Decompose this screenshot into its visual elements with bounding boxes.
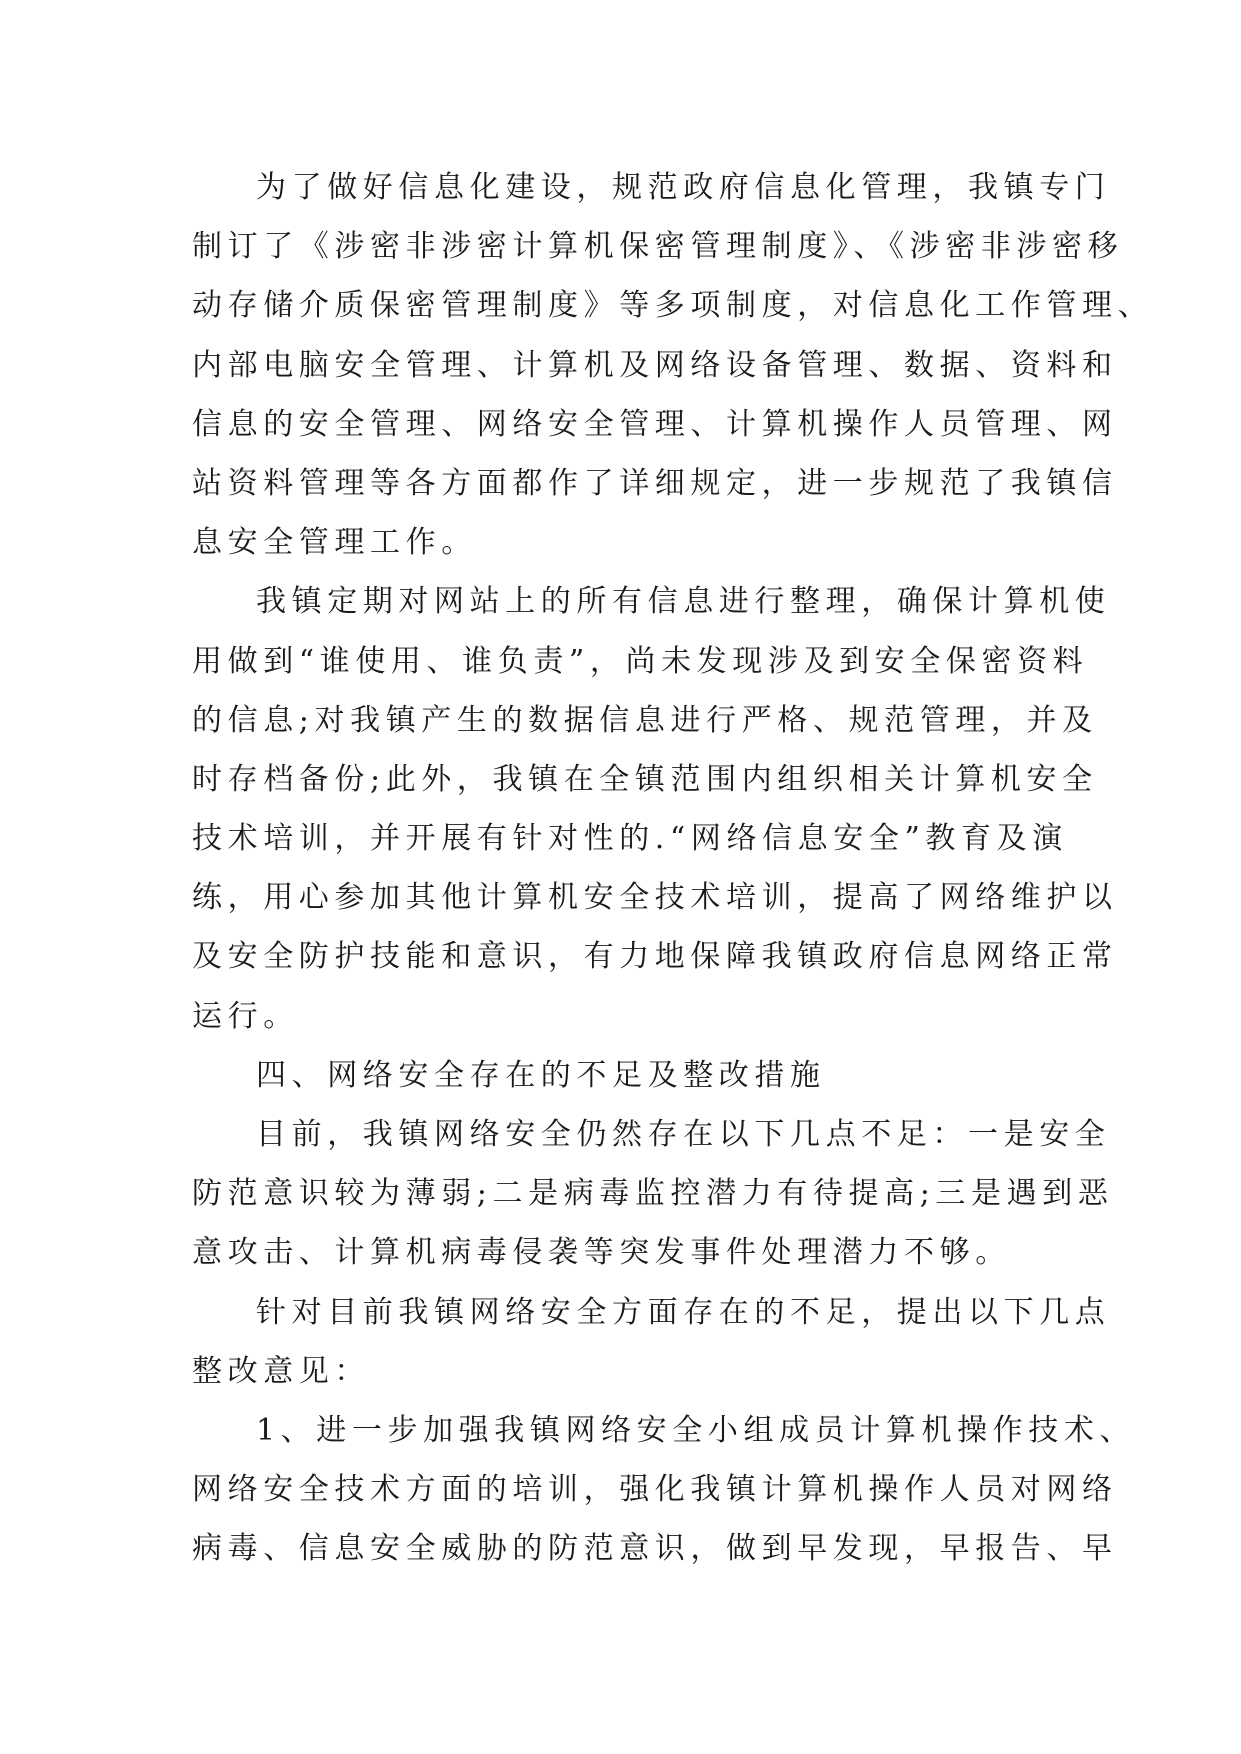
list-item-line: 1、进一步加强我镇网络安全小组成员计算机操作技术、 bbox=[256, 1412, 1136, 1448]
paragraph-line: 意攻击、计算机病毒侵袭等突发事件处理潜力不够。 bbox=[192, 1235, 1011, 1271]
paragraph-line: 用做到“谁使用、谁负责”，尚未发现涉及到安全保密资料 bbox=[192, 643, 1089, 679]
document-body bbox=[192, 158, 1154, 1579]
paragraph-line: 站资料管理等各方面都作了详细规定，进一步规范了我镇信 bbox=[192, 465, 1118, 501]
paragraph-line: 针对目前我镇网络安全方面存在的不足，提出以下几点 bbox=[256, 1294, 1111, 1330]
paragraph-line: 时存档备份;此外，我镇在全镇范围内组织相关计算机安全 bbox=[192, 761, 1098, 797]
paragraph-line: 防范意识较为薄弱;二是病毒监控潜力有待提高;三是遇到恶 bbox=[192, 1176, 1114, 1212]
paragraph-line: 的信息;对我镇产生的数据信息进行严格、规范管理，并及 bbox=[192, 702, 1098, 738]
paragraph-line: 及安全防护技能和意识，有力地保障我镇政府信息网络正常 bbox=[192, 939, 1118, 975]
paragraph-line: 技术培训，并开展有针对性的.“网络信息安全”教育及演 bbox=[192, 821, 1068, 857]
list-item-line: 病毒、信息安全威胁的防范意识，做到早发现，早报告、早 bbox=[192, 1531, 1118, 1567]
paragraph-line: 息安全管理工作。 bbox=[192, 525, 477, 561]
paragraph-line: 目前，我镇网络安全仍然存在以下几点不足：一是安全 bbox=[256, 1117, 1111, 1152]
section-heading: 四、网络安全存在的不足及整改措施 bbox=[256, 1057, 826, 1093]
paragraph-line: 信息的安全管理、网络安全管理、计算机操作人员管理、网 bbox=[192, 406, 1118, 442]
paragraph-line: 我镇定期对网站上的所有信息进行整理，确保计算机使 bbox=[256, 584, 1111, 620]
paragraph-line: 运行。 bbox=[192, 998, 299, 1034]
paragraph-line: 为了做好信息化建设，规范政府信息化管理，我镇专门 bbox=[256, 170, 1111, 205]
list-item-line: 网络安全技术方面的培训，强化我镇计算机操作人员对网络 bbox=[192, 1472, 1118, 1508]
paragraph-line: 练，用心参加其他计算机安全技术培训，提高了网络维护以 bbox=[192, 880, 1118, 916]
paragraph-line: 动存储介质保密管理制度》等多项制度，对信息化工作管理、 bbox=[192, 288, 1154, 324]
paragraph-line: 整改意见： bbox=[192, 1353, 370, 1389]
paragraph-line: 内部电脑安全管理、计算机及网络设备管理、数据、资料和 bbox=[192, 347, 1118, 383]
paragraph-line: 制订了《涉密非涉密计算机保密管理制度》、《涉密非涉密移 bbox=[192, 229, 1124, 265]
